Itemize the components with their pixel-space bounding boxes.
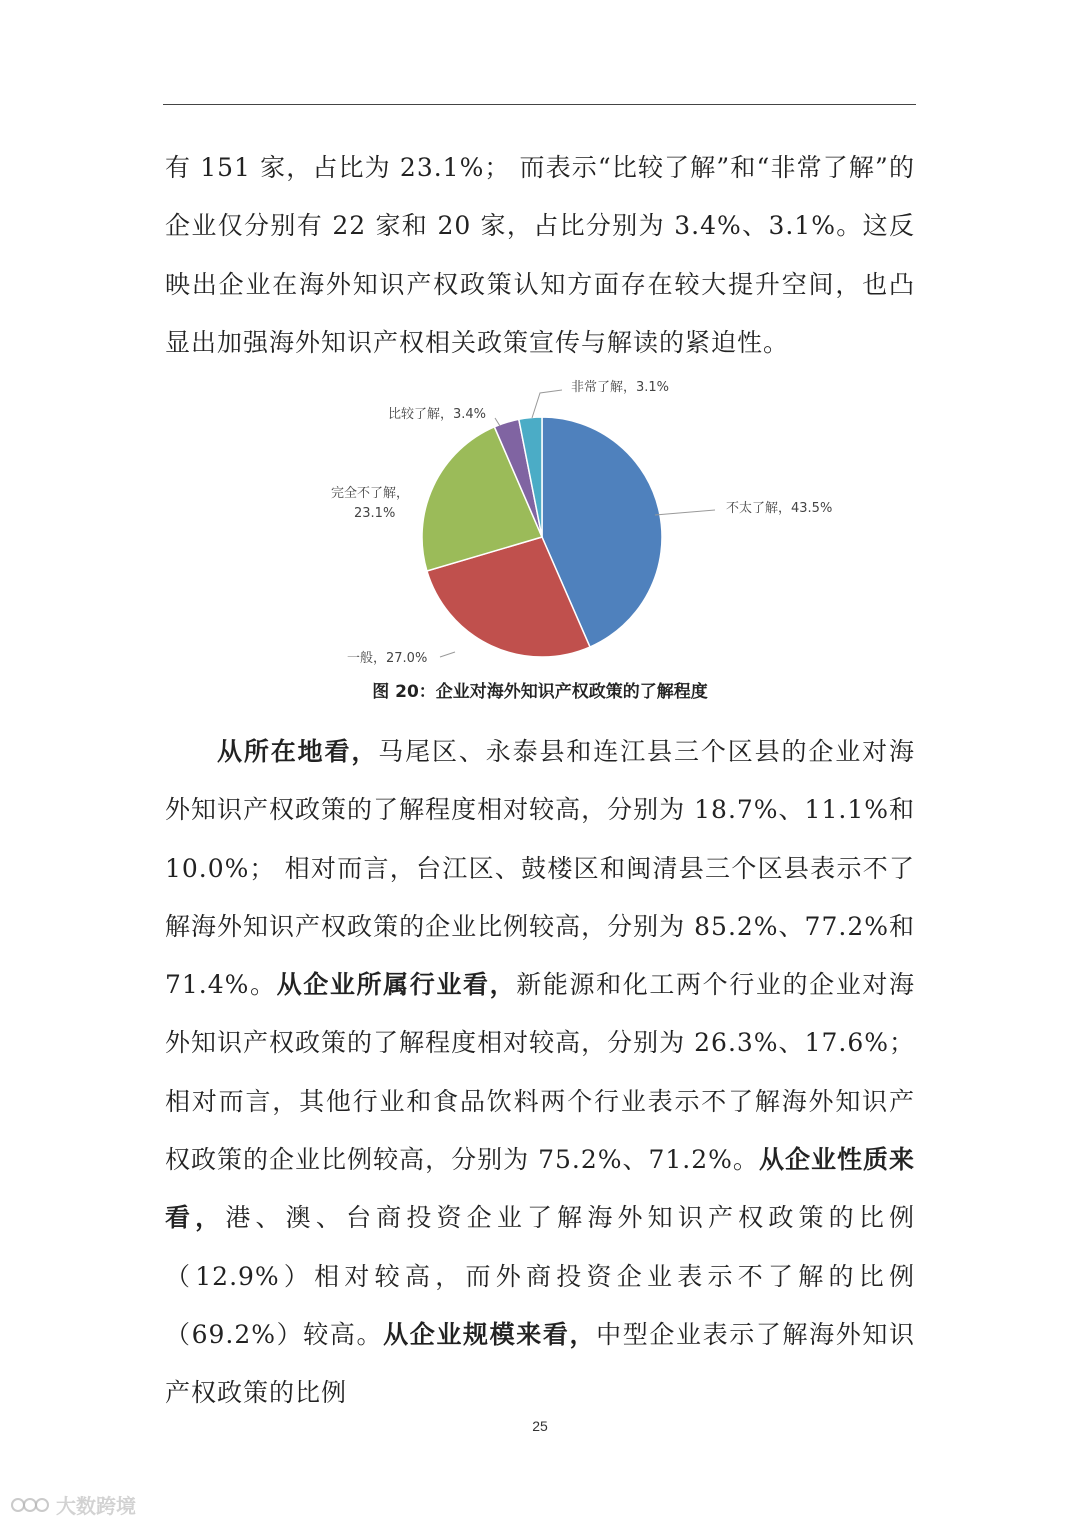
slice-label-none-2: 23.1% bbox=[354, 506, 396, 521]
header-rule bbox=[163, 104, 916, 105]
slice-label-very: 非常了解，3.1% bbox=[571, 380, 670, 395]
leader-line-very bbox=[532, 390, 562, 418]
pie-slices bbox=[422, 417, 662, 657]
pie-chart bbox=[300, 360, 920, 670]
watermark bbox=[10, 1490, 136, 1519]
slice-label-somewhat: 比较了解，3.4% bbox=[388, 407, 487, 422]
figure-caption: 图 20：企业对海外知识产权政策的了解程度 bbox=[372, 682, 708, 702]
slice-label-none-1: 完全不了解， bbox=[331, 486, 410, 501]
paragraph-2 bbox=[165, 723, 915, 1423]
leader-line-general bbox=[440, 652, 455, 657]
watermark-text: 大数跨境 bbox=[56, 1494, 136, 1518]
lead-location: 从所在地看， bbox=[217, 737, 379, 766]
text-location: 马尾区、永泰县和连江县三个区县的企业对海外知识产权政策的了解程度相对较高，分别为 18.7%、11.1%和 10.0%； 相对而言，台江区、鼓楼区和闽清县三个区县表示不了解海外知识产权政策的企业比例较高，分别为 85.2%、77.2%和 71.4%。 bbox=[165, 737, 915, 1000]
watermark-logo-icon bbox=[10, 1495, 50, 1515]
text-industry: 新能源和化工两个行业的企业对海外知识产权政策的了解程度相对较高，分别为 26.3%、17.6%； 相对而言，其他行业和食品饮料两个行业表示不了解海外知识产权政策的企业比例较高，分别为 75.2%、71.2%。 bbox=[165, 970, 915, 1175]
slice-label-general: 一般，27.0% bbox=[347, 651, 428, 666]
lead-scale: 从企业规模来看， bbox=[383, 1319, 597, 1349]
lead-nature: 从企业性质来看， bbox=[165, 1145, 915, 1233]
lead-industry: 从企业所属行业看， bbox=[276, 970, 517, 1000]
page-number: 25 bbox=[532, 1418, 548, 1434]
paragraph-1: 有 151 家，占比为 23.1%； 而表示“比较了解”和“非常了解”的企业仅分别有 22 家和 20 家，占比分别为 3.4%、3.1%。这反映出企业在海外知识产权政策认知方面存在较大提升空间，也凸显出加强海外知识产权相关政策宣传与解读的紧迫性。 bbox=[165, 153, 915, 357]
text-nature: 港、澳、台商投资企业了解海外知识产权政策的比例（12.9%）相对较高，而外商投资企业表示不了解的比例（69.2%）较高。 bbox=[165, 1203, 915, 1349]
slice-label-notmuch: 不太了解，43.5% bbox=[726, 501, 833, 516]
leader-line-notmuch bbox=[655, 510, 715, 515]
text-scale: 中型企业表示了解海外知识产权政策的比例 bbox=[165, 1319, 915, 1408]
